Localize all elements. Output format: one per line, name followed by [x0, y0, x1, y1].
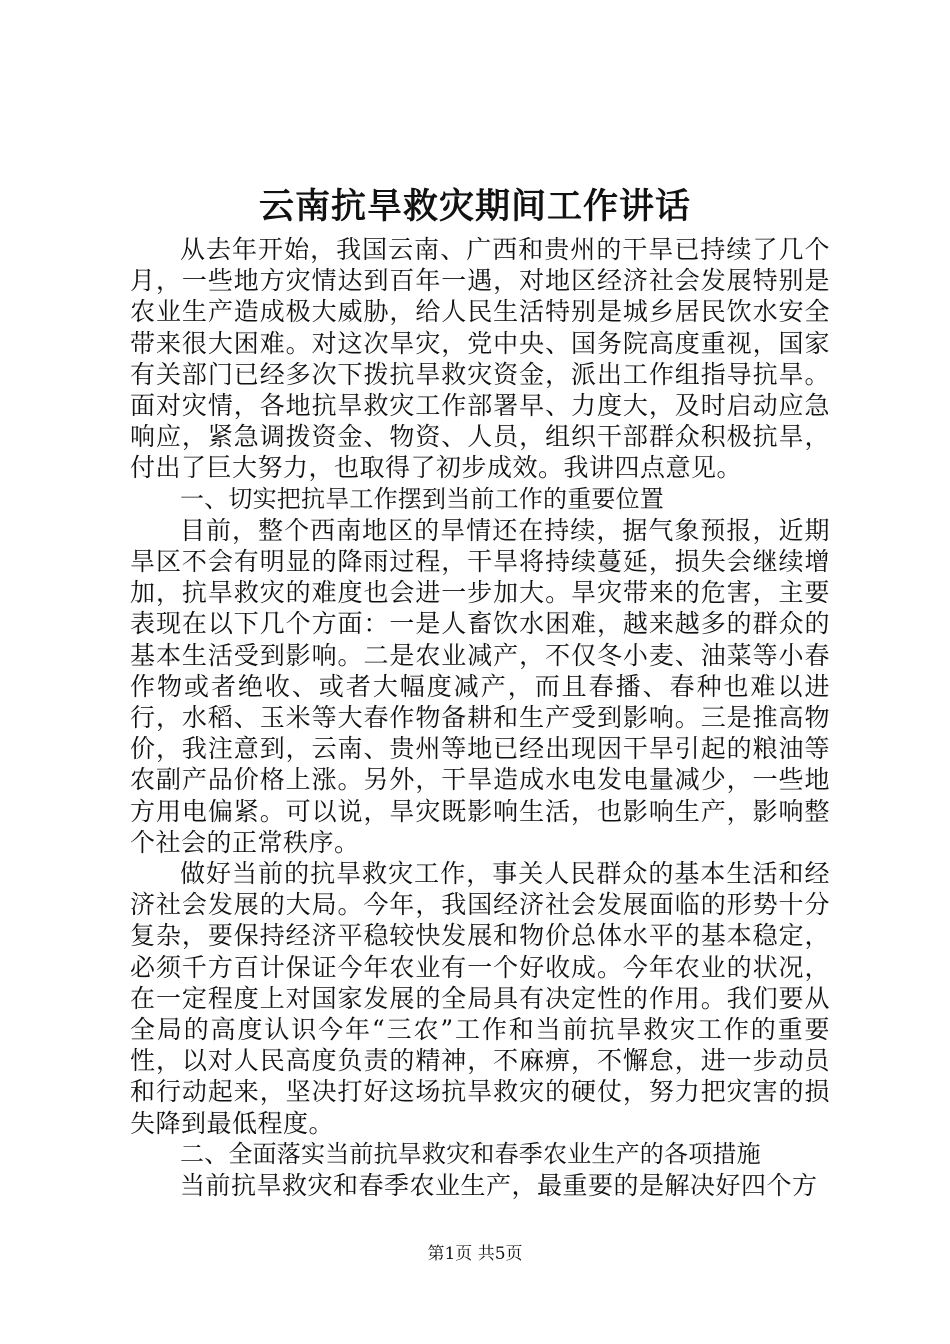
paragraph-measures: 当前抗旱救灾和春季农业生产，最重要的是解决好四个方	[180, 1171, 818, 1201]
paragraph-intro: 从去年开始，我国云南、广西和贵州的干旱已持续了几个月，一些地方灾情达到百年一遇，对地区经济社会发展特别是农业生产造成极大威胁，给人民生活特别是城乡居民饮水安全带来很大困难。对这次旱灾，党中央、国务院高度重视，国家有关部门已经多次下拨抗旱救灾资金，派出工作组指导抗旱。面对灾情，各地抗旱救灾工作部署早、力度大，及时启动应急响应，紧急调拨资金、物资、人员，组织干部群众积极抗旱，付出了巨大努力，也取得了初步成效。我讲四点意见。	[130, 235, 830, 483]
document-body	[130, 234, 830, 1201]
paragraph-drought-situation: 目前，整个西南地区的旱情还在持续，据气象预报，近期旱区不会有明显的降雨过程，干旱将持续蔓延，损失会继续增加，抗旱救灾的难度也会进一步加大。旱灾带来的危害，主要表现在以下几个方面：一是人畜饮水困难，越来越多的群众的基本生活受到影响。二是农业减产，不仅冬小麦、油菜等小春作物或者绝收、或者大幅度减产，而且春播、春种也难以进行，水稻、玉米等大春作物备耕和生产受到影响。三是推高物价，我注意到，云南、贵州等地已经出现因干旱引起的粮油等农副产品价格上涨。另外，干旱造成水电发电量减少，一些地方用电偏紧。可以说，旱灾既影响生活，也影响生产，影响整个社会的正常秩序。	[130, 515, 830, 857]
section-heading-2: 二、全面落实当前抗旱救灾和春季农业生产的各项措施	[180, 1139, 761, 1168]
page-number-footer: 第1页 共5页	[427, 1244, 523, 1264]
document-title: 云南抗旱救灾期间工作讲话	[258, 186, 691, 227]
section-heading-1: 一、切实把抗旱工作摆到当前工作的重要位置	[180, 484, 664, 513]
paragraph-importance: 做好当前的抗旱救灾工作，事关人民群众的基本生活和经济社会发展的大局。今年，我国经济社会发展面临的形势十分复杂，要保持经济平稳较快发展和物价总体水平的基本稳定，必须千方百计保证今年农业有一个好收成。今年农业的状况，在一定程度上对国家发展的全局具有决定性的作用。我们要从全局的高度认识今年“三农”工作和当前抗旱救灾工作的重要性，以对人民高度负责的精神，不麻痹，不懈怠，进一步动员和行动起来，坚决打好这场抗旱救灾的硬仗，努力把灾害的损失降到最低程度。	[130, 859, 830, 1138]
